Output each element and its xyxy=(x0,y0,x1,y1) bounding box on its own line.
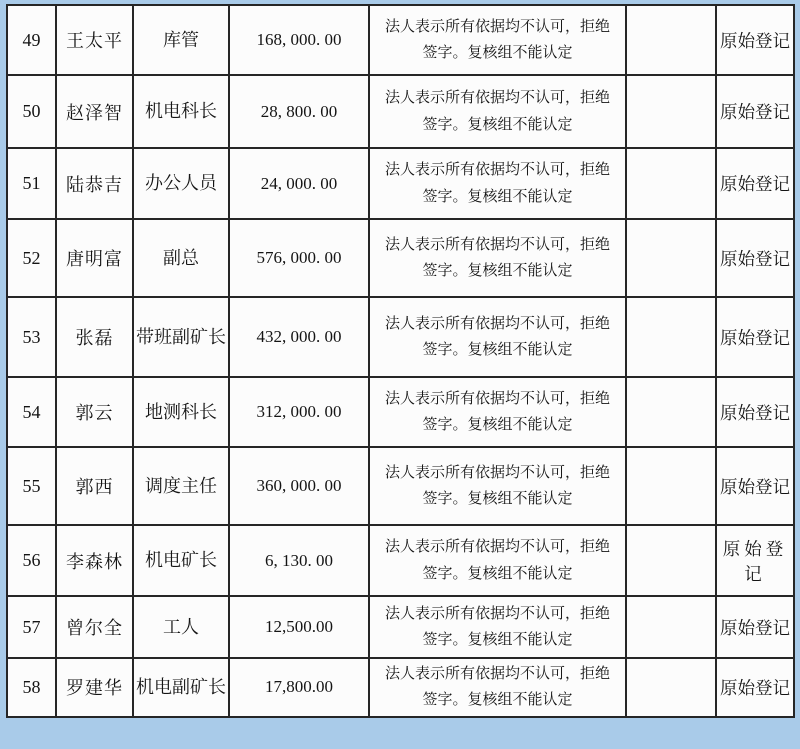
name-cell: 赵泽智 xyxy=(56,75,133,148)
table-row xyxy=(7,596,794,658)
table-row xyxy=(7,5,794,75)
status-cell: 原始登记 xyxy=(716,377,794,447)
seq-cell: 56 xyxy=(7,525,56,596)
review-sign-cell xyxy=(626,75,716,148)
seq-cell: 52 xyxy=(7,219,56,297)
ledger-table xyxy=(6,4,795,718)
review-sign-cell xyxy=(626,148,716,219)
remark-cell xyxy=(369,297,626,377)
seq-cell: 57 xyxy=(7,596,56,658)
position-cell: 库管 xyxy=(133,5,229,75)
status-cell: 原始登记 xyxy=(716,75,794,148)
status-cell: 原始登记 xyxy=(716,5,794,75)
table-row xyxy=(7,148,794,219)
table-row xyxy=(7,75,794,148)
remark-line-2: 签字。复核组不能认定 xyxy=(422,632,573,648)
name-cell: 唐明富 xyxy=(56,219,133,297)
remark-line-1: 法人表示所有依据均不认可，拒绝 xyxy=(384,539,610,556)
remark-cell xyxy=(369,75,626,148)
position-cell: 机电副矿长 xyxy=(133,658,229,717)
remark-line-1: 法人表示所有依据均不认可，拒绝 xyxy=(384,162,610,179)
amount-cell: 12,500.00 xyxy=(229,596,369,658)
remark-cell xyxy=(369,596,626,658)
remark-cell xyxy=(369,5,626,75)
remark-line-2: 签字。复核组不能认定 xyxy=(422,116,573,133)
amount-cell: 28, 800. 00 xyxy=(229,75,369,148)
review-sign-cell xyxy=(626,297,716,377)
review-sign-cell xyxy=(626,525,716,596)
remark-line-1: 法人表示所有依据均不认可，拒绝 xyxy=(384,390,610,407)
seq-cell: 49 xyxy=(7,5,56,75)
remark-cell xyxy=(369,447,626,525)
remark-line-2: 签字。复核组不能认定 xyxy=(422,491,573,507)
remark-line-2: 签字。复核组不能认定 xyxy=(422,692,573,709)
status-cell: 原始登记 xyxy=(716,658,794,717)
remark-cell xyxy=(369,525,626,596)
table-row xyxy=(7,377,794,447)
name-cell: 李森林 xyxy=(56,525,133,596)
seq-cell: 50 xyxy=(7,75,56,148)
status-cell: 原始登记 xyxy=(716,447,794,525)
status-cell: 原始登记 xyxy=(716,219,794,297)
table-row xyxy=(7,447,794,525)
table-row xyxy=(7,525,794,596)
status-cell: 原始登记 xyxy=(716,148,794,219)
name-cell: 曾尔全 xyxy=(56,596,133,658)
remark-line-1: 法人表示所有依据均不认可，拒绝 xyxy=(384,605,610,622)
remark-line-2: 签字。复核组不能认定 xyxy=(422,342,573,358)
remark-line-2: 签字。复核组不能认定 xyxy=(422,45,573,61)
remark-line-1: 法人表示所有依据均不认可，拒绝 xyxy=(384,464,610,481)
position-cell: 机电科长 xyxy=(133,75,229,148)
name-cell: 张磊 xyxy=(56,297,133,377)
review-sign-cell xyxy=(626,5,716,75)
name-cell: 王太平 xyxy=(56,5,133,75)
status-cell: 原始登记 xyxy=(716,297,794,377)
table-row xyxy=(7,219,794,297)
review-sign-cell xyxy=(626,658,716,717)
status-cell: 原始登记 xyxy=(716,525,794,596)
remark-line-1: 法人表示所有依据均不认可，拒绝 xyxy=(384,236,610,253)
position-cell: 调度主任 xyxy=(133,447,229,525)
remark-line-2: 签字。复核组不能认定 xyxy=(422,188,573,205)
position-cell: 副总 xyxy=(133,219,229,297)
amount-cell: 432, 000. 00 xyxy=(229,297,369,377)
name-cell: 郭西 xyxy=(56,447,133,525)
remark-line-2: 签字。复核组不能认定 xyxy=(422,417,573,433)
remark-line-1: 法人表示所有依据均不认可，拒绝 xyxy=(384,18,610,35)
review-sign-cell xyxy=(626,596,716,658)
amount-cell: 17,800.00 xyxy=(229,658,369,717)
remark-cell xyxy=(369,377,626,447)
remark-line-1: 法人表示所有依据均不认可，拒绝 xyxy=(384,315,610,332)
name-cell: 陆恭吉 xyxy=(56,148,133,219)
amount-cell: 6, 130. 00 xyxy=(229,525,369,596)
review-sign-cell xyxy=(626,377,716,447)
review-sign-cell xyxy=(626,447,716,525)
remark-line-2: 签字。复核组不能认定 xyxy=(422,565,573,582)
remark-line-2: 签字。复核组不能认定 xyxy=(422,263,573,279)
remark-cell xyxy=(369,658,626,717)
remark-cell xyxy=(369,148,626,219)
table-body xyxy=(7,5,794,717)
remark-line-1: 法人表示所有依据均不认可，拒绝 xyxy=(384,90,610,107)
table-row xyxy=(7,297,794,377)
review-sign-cell xyxy=(626,219,716,297)
remark-line-1: 法人表示所有依据均不认可，拒绝 xyxy=(384,666,610,682)
status-cell: 原始登记 xyxy=(716,596,794,658)
seq-cell: 54 xyxy=(7,377,56,447)
name-cell: 罗建华 xyxy=(56,658,133,717)
position-cell: 办公人员 xyxy=(133,148,229,219)
position-cell: 工人 xyxy=(133,596,229,658)
amount-cell: 24, 000. 00 xyxy=(229,148,369,219)
amount-cell: 576, 000. 00 xyxy=(229,219,369,297)
remark-cell xyxy=(369,219,626,297)
seq-cell: 58 xyxy=(7,658,56,717)
name-cell: 郭云 xyxy=(56,377,133,447)
table-row xyxy=(7,658,794,717)
amount-cell: 360, 000. 00 xyxy=(229,447,369,525)
seq-cell: 53 xyxy=(7,297,56,377)
amount-cell: 168, 000. 00 xyxy=(229,5,369,75)
position-cell: 地测科长 xyxy=(133,377,229,447)
amount-cell: 312, 000. 00 xyxy=(229,377,369,447)
position-cell: 机电矿长 xyxy=(133,525,229,596)
seq-cell: 55 xyxy=(7,447,56,525)
position-cell: 带班副矿长 xyxy=(133,297,229,377)
seq-cell: 51 xyxy=(7,148,56,219)
